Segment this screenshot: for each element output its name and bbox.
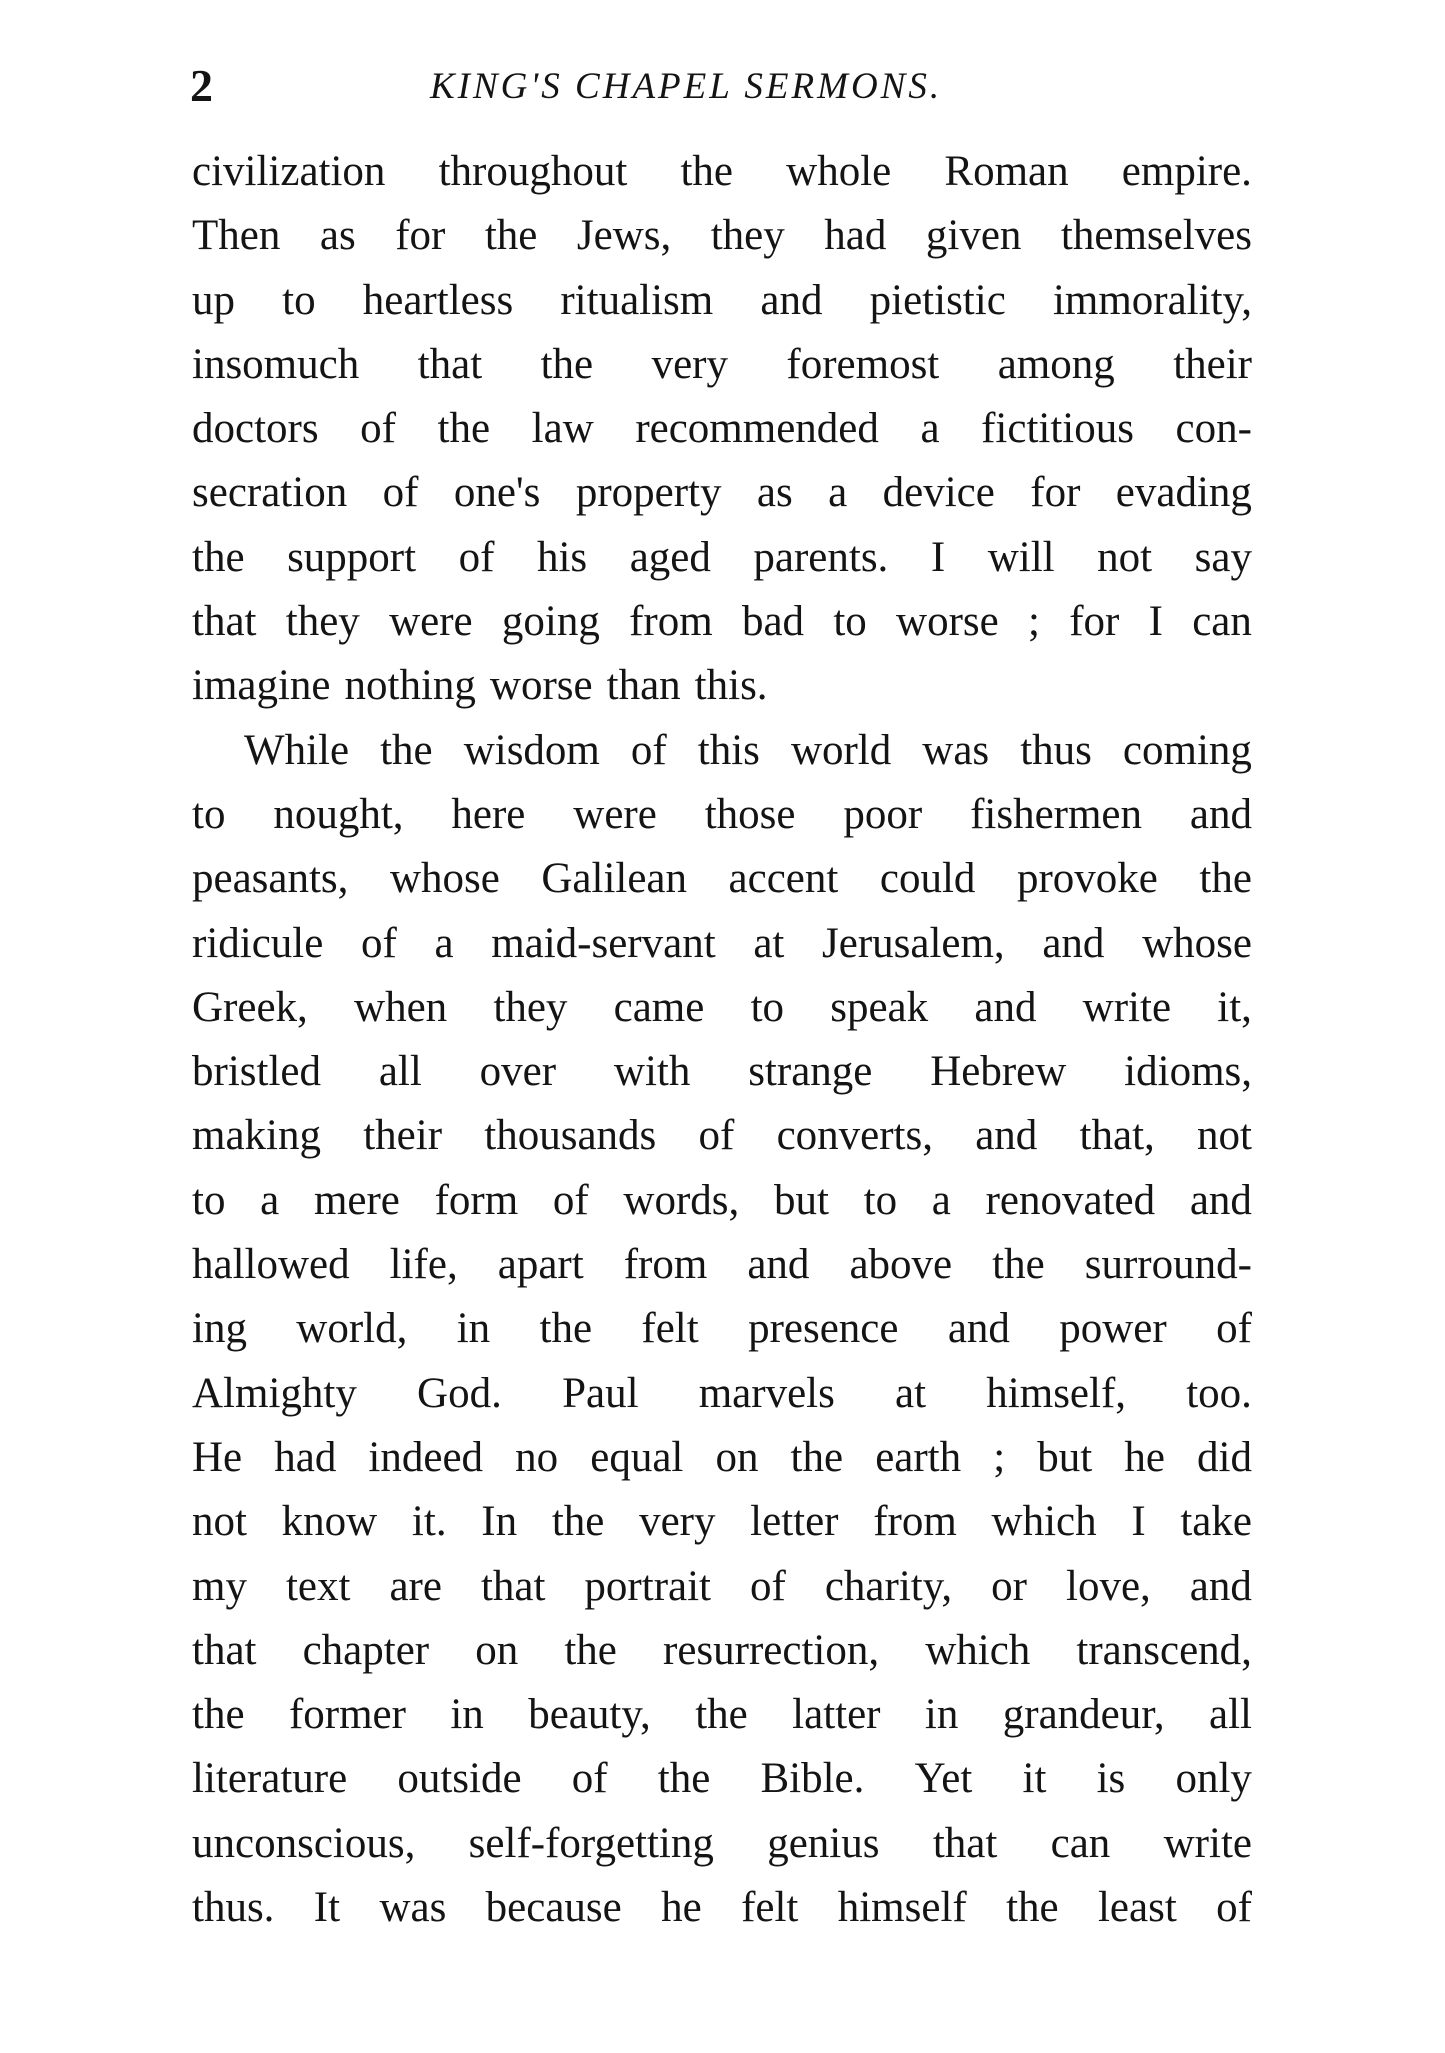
body-text: [192, 140, 1252, 1940]
text-line: up to heartless ritualism and pietistic immorality,: [192, 276, 1252, 324]
text-line: doctors of the law recommended a fictitious con-: [192, 405, 1252, 453]
text-line: to a mere form of words, but to a renovated and: [192, 1176, 1252, 1224]
page-number: 2: [190, 60, 213, 111]
text-line: ridicule of a maid-servant at Jerusalem, and whose: [192, 919, 1252, 967]
text-line: to nought, here were those poor fishermen and: [192, 790, 1252, 838]
text-line: bristled all over with strange Hebrew idioms,: [192, 1048, 1252, 1096]
text-line: making their thousands of converts, and that, not: [192, 1112, 1252, 1160]
text-line: civilization throughout the whole Roman empire.: [192, 148, 1252, 195]
text-line: my text are that portrait of charity, or love, and: [192, 1562, 1252, 1610]
text-line: Then as for the Jews, they had given themselves: [192, 212, 1252, 260]
text-line: the former in beauty, the latter in grandeur, all: [192, 1691, 1252, 1739]
text-line: thus. It was because he felt himself the least of: [192, 1884, 1252, 1932]
text-line: Almighty God. Paul marvels at himself, too.: [192, 1369, 1252, 1417]
text-line: Greek, when they came to speak and write it,: [192, 983, 1252, 1031]
text-line: the support of his aged parents. I will not say: [192, 533, 1252, 581]
text-line: secration of one's property as a device for evading: [192, 469, 1252, 517]
text-line: insomuch that the very foremost among their: [192, 340, 1252, 388]
running-title: KING'S CHAPEL SERMONS.: [430, 66, 943, 107]
text-line: that they were going from bad to worse ; for I can: [192, 598, 1252, 646]
text-line: literature outside of the Bible. Yet it is only: [192, 1755, 1252, 1803]
text-line: While the wisdom of this world was thus coming: [244, 726, 1252, 774]
text-line: hallowed life, apart from and above the surround-: [192, 1241, 1252, 1289]
text-line: imagine nothing worse than this.: [192, 662, 768, 710]
text-line: that chapter on the resurrection, which transcend,: [192, 1626, 1252, 1674]
text-line: unconscious, self-forgetting genius that can write: [192, 1819, 1252, 1867]
text-line: He had indeed no equal on the earth ; but he did: [192, 1433, 1252, 1481]
text-line: not know it. In the very letter from which I take: [192, 1498, 1252, 1546]
text-line: peasants, whose Galilean accent could provoke the: [192, 855, 1252, 903]
text-line: ing world, in the felt presence and power of: [192, 1305, 1252, 1353]
